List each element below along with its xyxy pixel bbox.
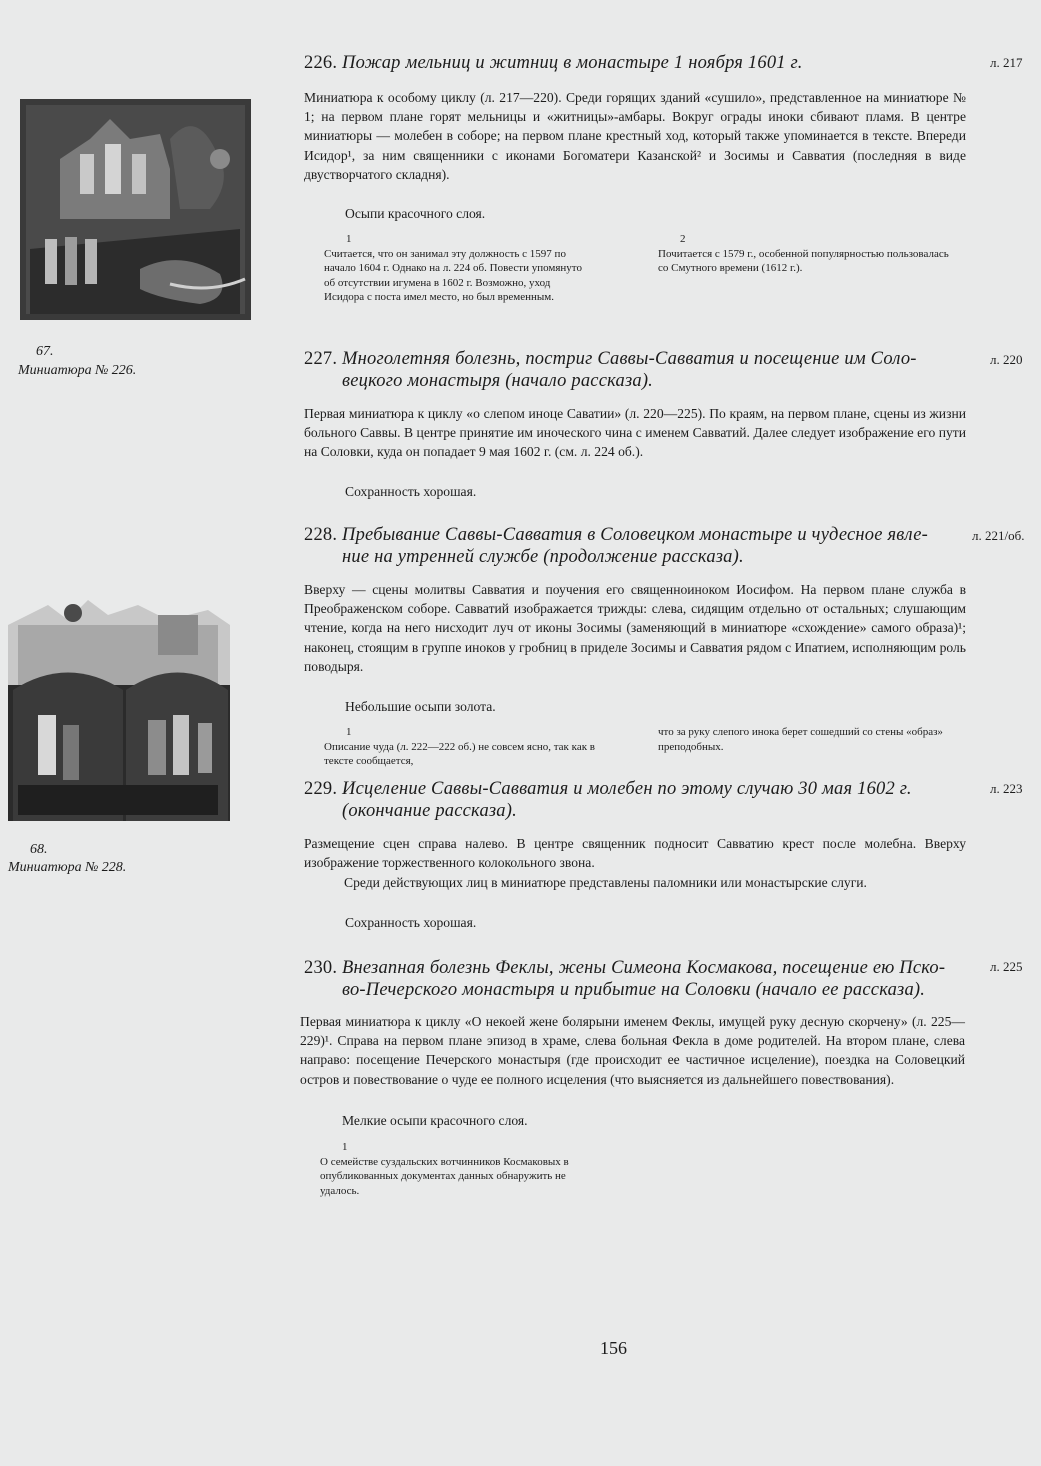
entry-228-condition: Небольшие осыпи золота. (345, 699, 496, 714)
entry-227-description: Первая миниатюра к циклу «о слепом иноце Саватии» (л. 220—225). По краям, на первом плане, сцены из жизни больного Саввы. В центре принятие им иноческого чина с именем Савватий. Далее следует изображение его пути на Соловки, куда он попадает 9 мая 1602 г. (см. л. 224 об.). (304, 406, 966, 460)
entry-230-description: Первая миниатюра к циклу «О некоей жене болярыни именем Феклы, имущей руку десную скорчену» (л. 225—229)¹. Справа на первом плане эпизод в храме, слева больная Фекла в доме родителей. На втором плане, слева направо: посещение Печерского монастыря (где происходит ее частичное исцеление), поездка на Соловецкий остров и повествование о чуде ее полного исцеления (что выясняется из дальнейшего повествования). (300, 1014, 965, 1087)
figure-68-caption-text: Миниатюра № 228. (8, 860, 127, 875)
footnote-number: 2 (680, 233, 686, 245)
entry-228-heading (304, 524, 969, 568)
entry-227-condition: Сохранность хорошая. (345, 484, 477, 499)
entry-title: Исцеление Саввы-Савватия и молебен по этому случаю 30 мая 1602 г. (342, 779, 912, 799)
footnote-number: 1 (346, 233, 352, 245)
figure-68-number: 68. (30, 842, 48, 857)
entry-226-footnote-1 (324, 232, 586, 305)
entry-228-description: Вверху — сцены молитвы Савватия и поучения его священноиноком Иосифом. На первом плане служба в Преображенском соборе. Савватий изображается трижды: слева, сидящим отдельно от остальных; слушающим чтение, когда на него нисходит луч от иконы Зосимы (заменяющий в миниатюре «схождение» самого образа)¹; наконец, стоящим в группе иноков у гробниц в приделе Зосимы и Савватия рядом с Ипатием, исполняющим роль поводыря. (304, 582, 966, 674)
entry-229-condition: Сохранность хорошая. (345, 915, 477, 930)
entry-230-condition: Мелкие осыпи красочного слоя. (342, 1113, 528, 1128)
figure-68-caption (30, 840, 48, 859)
footnote-number: 1 (346, 726, 352, 738)
footnote-number: 1 (342, 1141, 348, 1153)
entry-226-description: Миниатюра к особому циклу (л. 217—220). Среди горящих зданий «сушило», представленное на миниатюре № 1; на первом плане горят мельницы и «житницы»-амбары. Вокруг ограды иноки сбивают пламя. В центре миниатюры — молебен в соборе; на первом плане крестный ход, который также упоминается в тексте. Впереди Исидор¹, за ним священники с иконами Богоматери Казанской² и Зосимы и Савватия (последняя в виде двустворчатого складня). (304, 90, 966, 182)
miniature-226-image (20, 99, 251, 320)
entry-number: 228. (304, 525, 338, 545)
entry-number: 226. (304, 53, 338, 73)
footnote-text: О семействе суздальских вотчинников Космаковых в опубликованных документах данных обнаружить не удалось. (320, 1155, 569, 1197)
entry-title-continued: ние на утренней службе (продолжение рассказа). (342, 547, 744, 567)
entry-229-participants-text: Среди действующих лиц в миниатюре представлены паломники или монастырские слуги. (344, 875, 867, 890)
entry-230-footnote-1 (320, 1140, 588, 1198)
entry-title: Многолетняя болезнь, постриг Саввы-Савватия и посещение им Соло- (342, 349, 917, 369)
figure-67-caption (36, 342, 54, 361)
entry-title-continued: вецкого монастыря (начало рассказа). (342, 371, 654, 391)
page-number: 156 (600, 1338, 627, 1358)
entry-228-leaf: л. 221/об. (972, 528, 1025, 543)
entry-230-heading (304, 957, 969, 1001)
entry-226-leaf: л. 217 (990, 55, 1023, 70)
entry-229-heading (304, 778, 969, 822)
miniature-226-drawing (20, 99, 251, 320)
entry-227-heading (304, 348, 969, 392)
miniature-228-drawing (8, 595, 230, 821)
entry-title: Пребывание Саввы-Савватия в Соловецком монастыре и чудесное явле- (342, 525, 929, 545)
entry-226-heading (304, 52, 969, 74)
entry-229-leaf: л. 223 (990, 781, 1023, 796)
entry-number: 227. (304, 349, 338, 369)
entry-228-footnote-1 (324, 725, 604, 769)
figure-68-title (8, 858, 126, 877)
footnote-text: Считается, что он занимал эту должность с 1597 по начало 1604 г. Однако на л. 224 об. Повести упомянуто об отсутствии игумена в 1602 г. Возможно, уход Исидора с поста имел место, но был временным. (324, 247, 582, 303)
footnote-text: Почитается с 1579 г., особенной популярностью пользовалась со Смутного времени (1612 г.). (658, 247, 949, 274)
entry-227-leaf: л. 220 (990, 352, 1023, 367)
entry-title: Пожар мельниц и житниц в монастыре 1 ноября 1601 г. (342, 53, 803, 73)
miniature-228-image (8, 595, 230, 821)
entry-229-participants (304, 873, 966, 892)
entry-228-footnote-1-continued (658, 725, 948, 754)
figure-67-title (18, 361, 136, 380)
entry-226-footnote-2 (658, 232, 950, 276)
footnote-text: Описание чуда (л. 222—222 об.) не совсем ясно, так как в тексте сообщается, (324, 740, 595, 767)
figure-67-number: 67. (36, 344, 54, 359)
entry-number: 229. (304, 779, 338, 799)
entry-230-leaf: л. 225 (990, 959, 1023, 974)
figure-67-caption-text: Миниатюра № 226. (18, 363, 137, 378)
entry-title-continued: (окончание рассказа). (342, 801, 517, 821)
entry-title-continued: во-Печерского монастыря и прибытие на Соловки (начало ее рассказа). (342, 980, 926, 1000)
entry-title: Внезапная болезнь Феклы, жены Симеона Космакова, посещение ею Пско- (342, 958, 946, 978)
entry-229-description: Размещение сцен справа налево. В центре священник подносит Савватию крест после молебна. Вверху изображение торжественного колокольного звона. (304, 836, 966, 871)
footnote-text: что за руку слепого инока берет сошедший со стены «образ» преподобных. (658, 726, 943, 753)
entry-226-condition: Осыпи красочного слоя. (345, 206, 486, 221)
entry-number: 230. (304, 958, 338, 978)
